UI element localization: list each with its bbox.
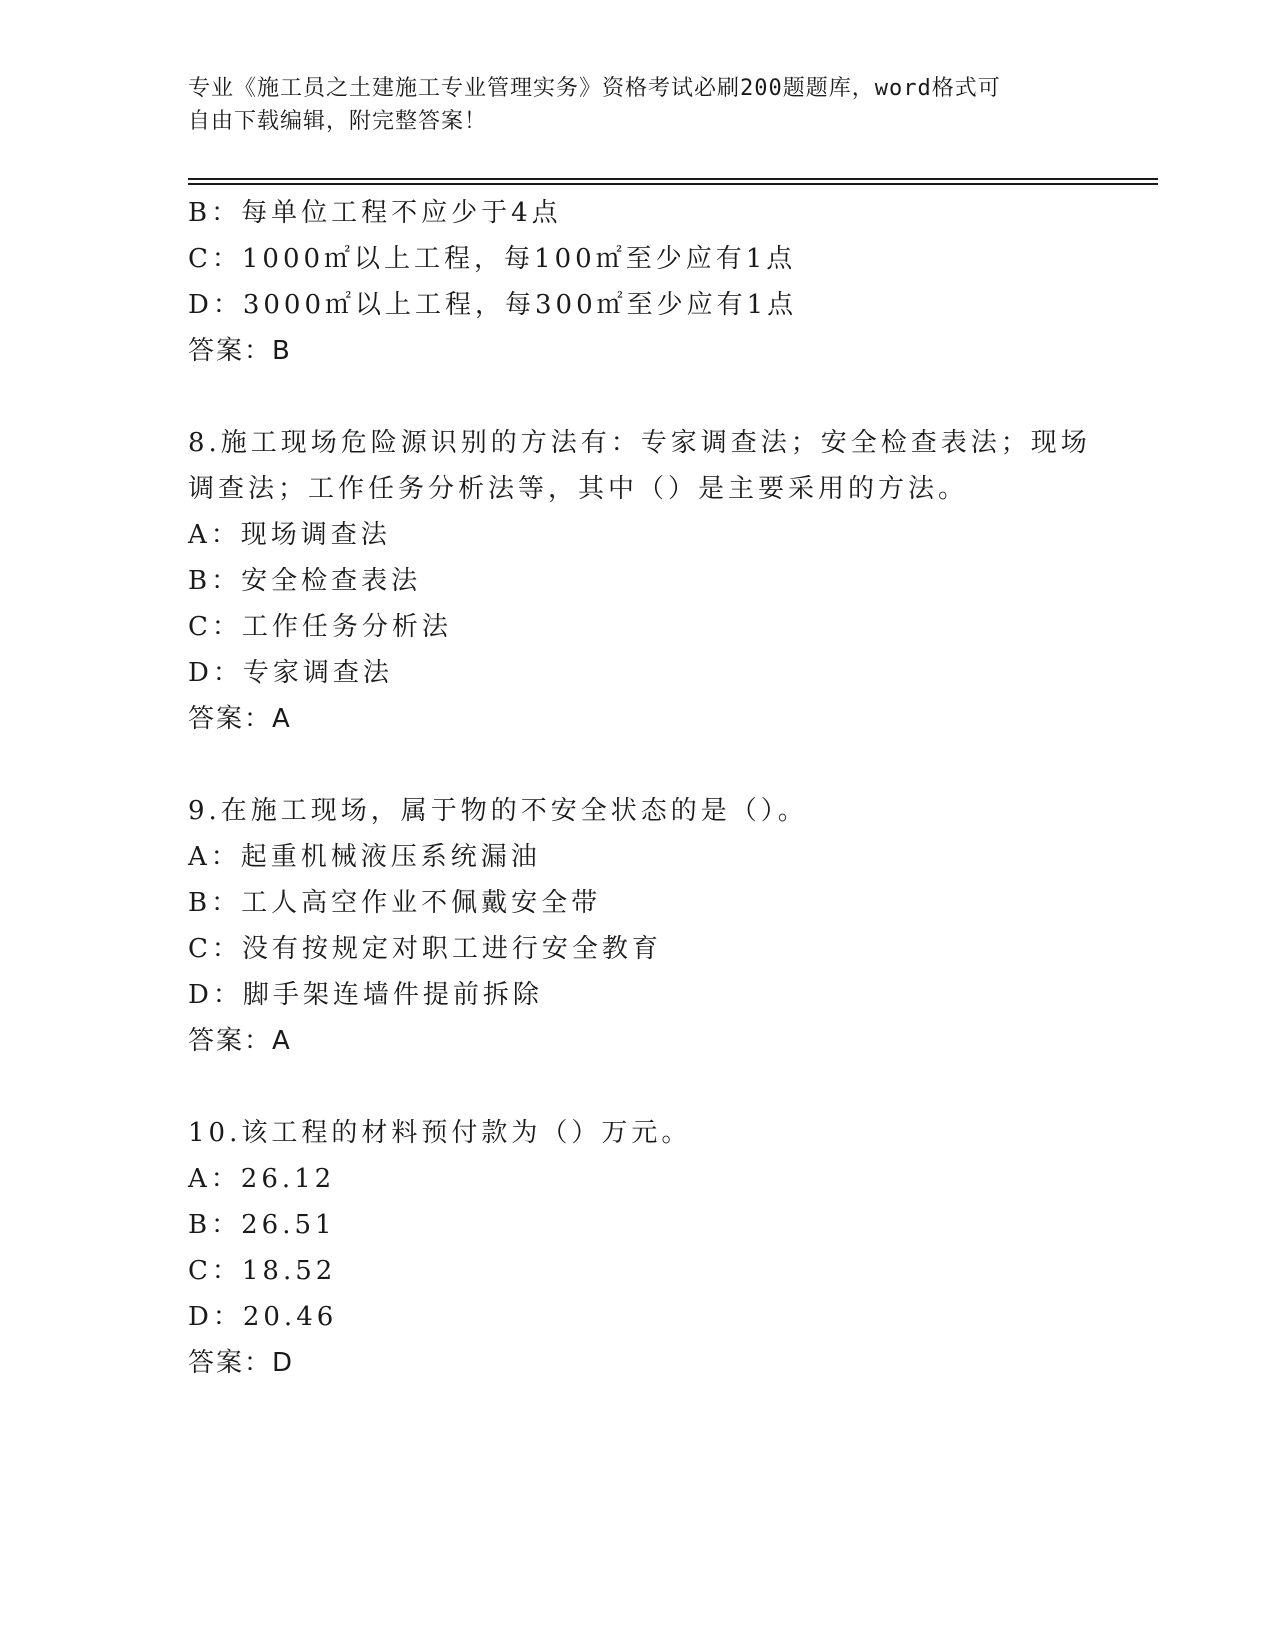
question-list [188, 190, 1091, 1386]
option-d: D：脚手架连墙件提前拆除 [188, 980, 543, 1010]
header-line-1: 专业《施工员之土建施工专业管理实务》资格考试必刷200题题库，word格式可 [188, 76, 1001, 101]
spacer [188, 1064, 1088, 1110]
option-c: C：没有按规定对职工进行安全教育 [188, 934, 662, 964]
question-stem-line-2: 调查法；工作任务分析法等，其中（）是主要采用的方法。 [188, 474, 969, 504]
question-stem-line-1: 9.在施工现场，属于物的不安全状态的是（）。 [188, 796, 808, 826]
option-c: C：1000㎡以上工程，每100㎡至少应有1点 [188, 244, 797, 274]
question-7-tail [188, 190, 1088, 374]
answer-line: 答案：A [188, 1026, 292, 1056]
question-10 [188, 1110, 1088, 1386]
option-b: B：安全检查表法 [188, 566, 422, 596]
option-a: A：26.12 [188, 1164, 336, 1194]
option-b: B：每单位工程不应少于4点 [188, 198, 562, 228]
option-b: B：26.51 [188, 1210, 336, 1240]
question-8 [188, 420, 1091, 742]
option-d: D：3000㎡以上工程，每300㎡至少应有1点 [188, 290, 798, 320]
option-c: C：18.52 [188, 1256, 337, 1286]
answer-line: 答案：A [188, 704, 292, 734]
option-b: B：工人高空作业不佩戴安全带 [188, 888, 602, 918]
option-c: C：工作任务分析法 [188, 612, 452, 642]
answer-line: 答案：D [188, 1348, 295, 1378]
document-header [188, 72, 1088, 138]
header-rule-top [188, 178, 1158, 180]
spacer [188, 374, 1088, 420]
option-d: D：专家调查法 [188, 658, 393, 688]
option-a: A：现场调查法 [188, 520, 391, 550]
question-stem-line-1: 10.该工程的材料预付款为（）万元。 [188, 1118, 692, 1148]
header-line-2: 自由下载编辑，附完整答案！ [188, 109, 488, 134]
option-a: A：起重机械液压系统漏油 [188, 842, 541, 872]
answer-line: 答案：B [188, 336, 292, 366]
question-stem-line-1: 8.施工现场危险源识别的方法有：专家调查法；安全检查表法；现场 [188, 428, 1091, 458]
spacer [188, 742, 1088, 788]
header-rule-bottom [188, 183, 1158, 185]
option-d: D：20.46 [188, 1302, 338, 1332]
question-9 [188, 788, 1088, 1064]
